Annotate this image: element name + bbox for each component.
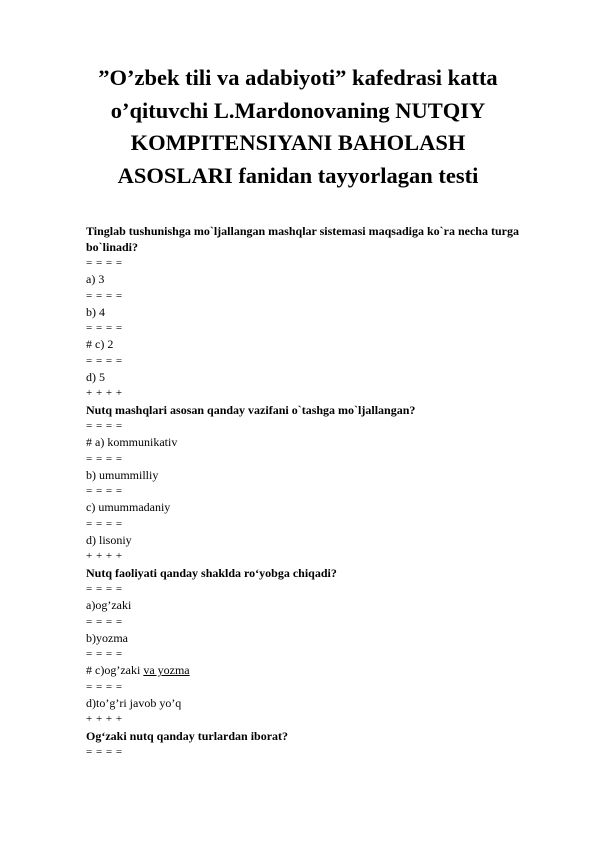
test-content <box>86 224 556 760</box>
option-3b: b)yozma <box>86 630 128 645</box>
question-1: Tinglab tushunishga mo`ljallangan mashqlar sistemasi maqsadiga ko`ra necha turga bo`linadi? <box>86 224 519 254</box>
separator: = = = = <box>86 648 123 661</box>
option-3c-text: # c)og’zaki <box>86 663 144 678</box>
option-3d: d)to’g’ri javob yo’q <box>86 696 182 711</box>
document-title <box>60 62 536 192</box>
title-line-1: ”O’zbek tili va adabiyoti” kafedrasi katta <box>98 65 498 90</box>
option-2a: # a) kommunikativ <box>86 435 178 450</box>
separator: = = = = <box>86 517 123 530</box>
option-1b: b) 4 <box>86 304 105 319</box>
option-1c: # c) 2 <box>86 337 114 352</box>
separator: = = = = <box>86 680 123 693</box>
option-2c: c) umummadaniy <box>86 500 171 515</box>
separator: = = = = <box>86 354 123 367</box>
separator: = = = = <box>86 322 123 335</box>
separator: = = = = <box>86 485 123 498</box>
title-line-2: o’qituvchi L.Mardonovaning NUTQIY <box>110 97 486 123</box>
separator: = = = = <box>86 582 123 595</box>
title-line-3: KOMPITENSIYANI BAHOLASH <box>130 130 466 155</box>
separator: = = = = <box>86 745 123 758</box>
option-3c-underlined: va yozma <box>143 663 190 678</box>
option-2d: d) lisoniy <box>86 533 132 548</box>
question-4: Og‘zaki nutq qanday turlardan iborat? <box>86 728 289 743</box>
question-3: Nutq faoliyati qanday shaklda ro‘yobga chiqadi? <box>86 565 337 580</box>
separator: = = = = <box>86 419 123 432</box>
title-line-4: ASOSLARI fanidan tayyorlagan testi <box>117 162 479 188</box>
option-3a: a)og’zaki <box>86 598 132 613</box>
separator: = = = = <box>86 257 123 269</box>
option-3c <box>86 662 556 678</box>
question-separator: + + + + <box>86 713 123 726</box>
option-1a: a) 3 <box>86 272 105 287</box>
option-2b: b) umummilliy <box>86 467 159 482</box>
question-separator: + + + + <box>86 550 123 563</box>
question-separator: + + + + <box>86 387 123 400</box>
separator: = = = = <box>86 289 123 302</box>
separator: = = = = <box>86 615 123 628</box>
option-1d: d) 5 <box>86 370 105 385</box>
separator: = = = = <box>86 452 123 465</box>
question-2: Nutq mashqlari asosan qanday vazifani o`tashga mo`ljallangan? <box>86 402 416 417</box>
